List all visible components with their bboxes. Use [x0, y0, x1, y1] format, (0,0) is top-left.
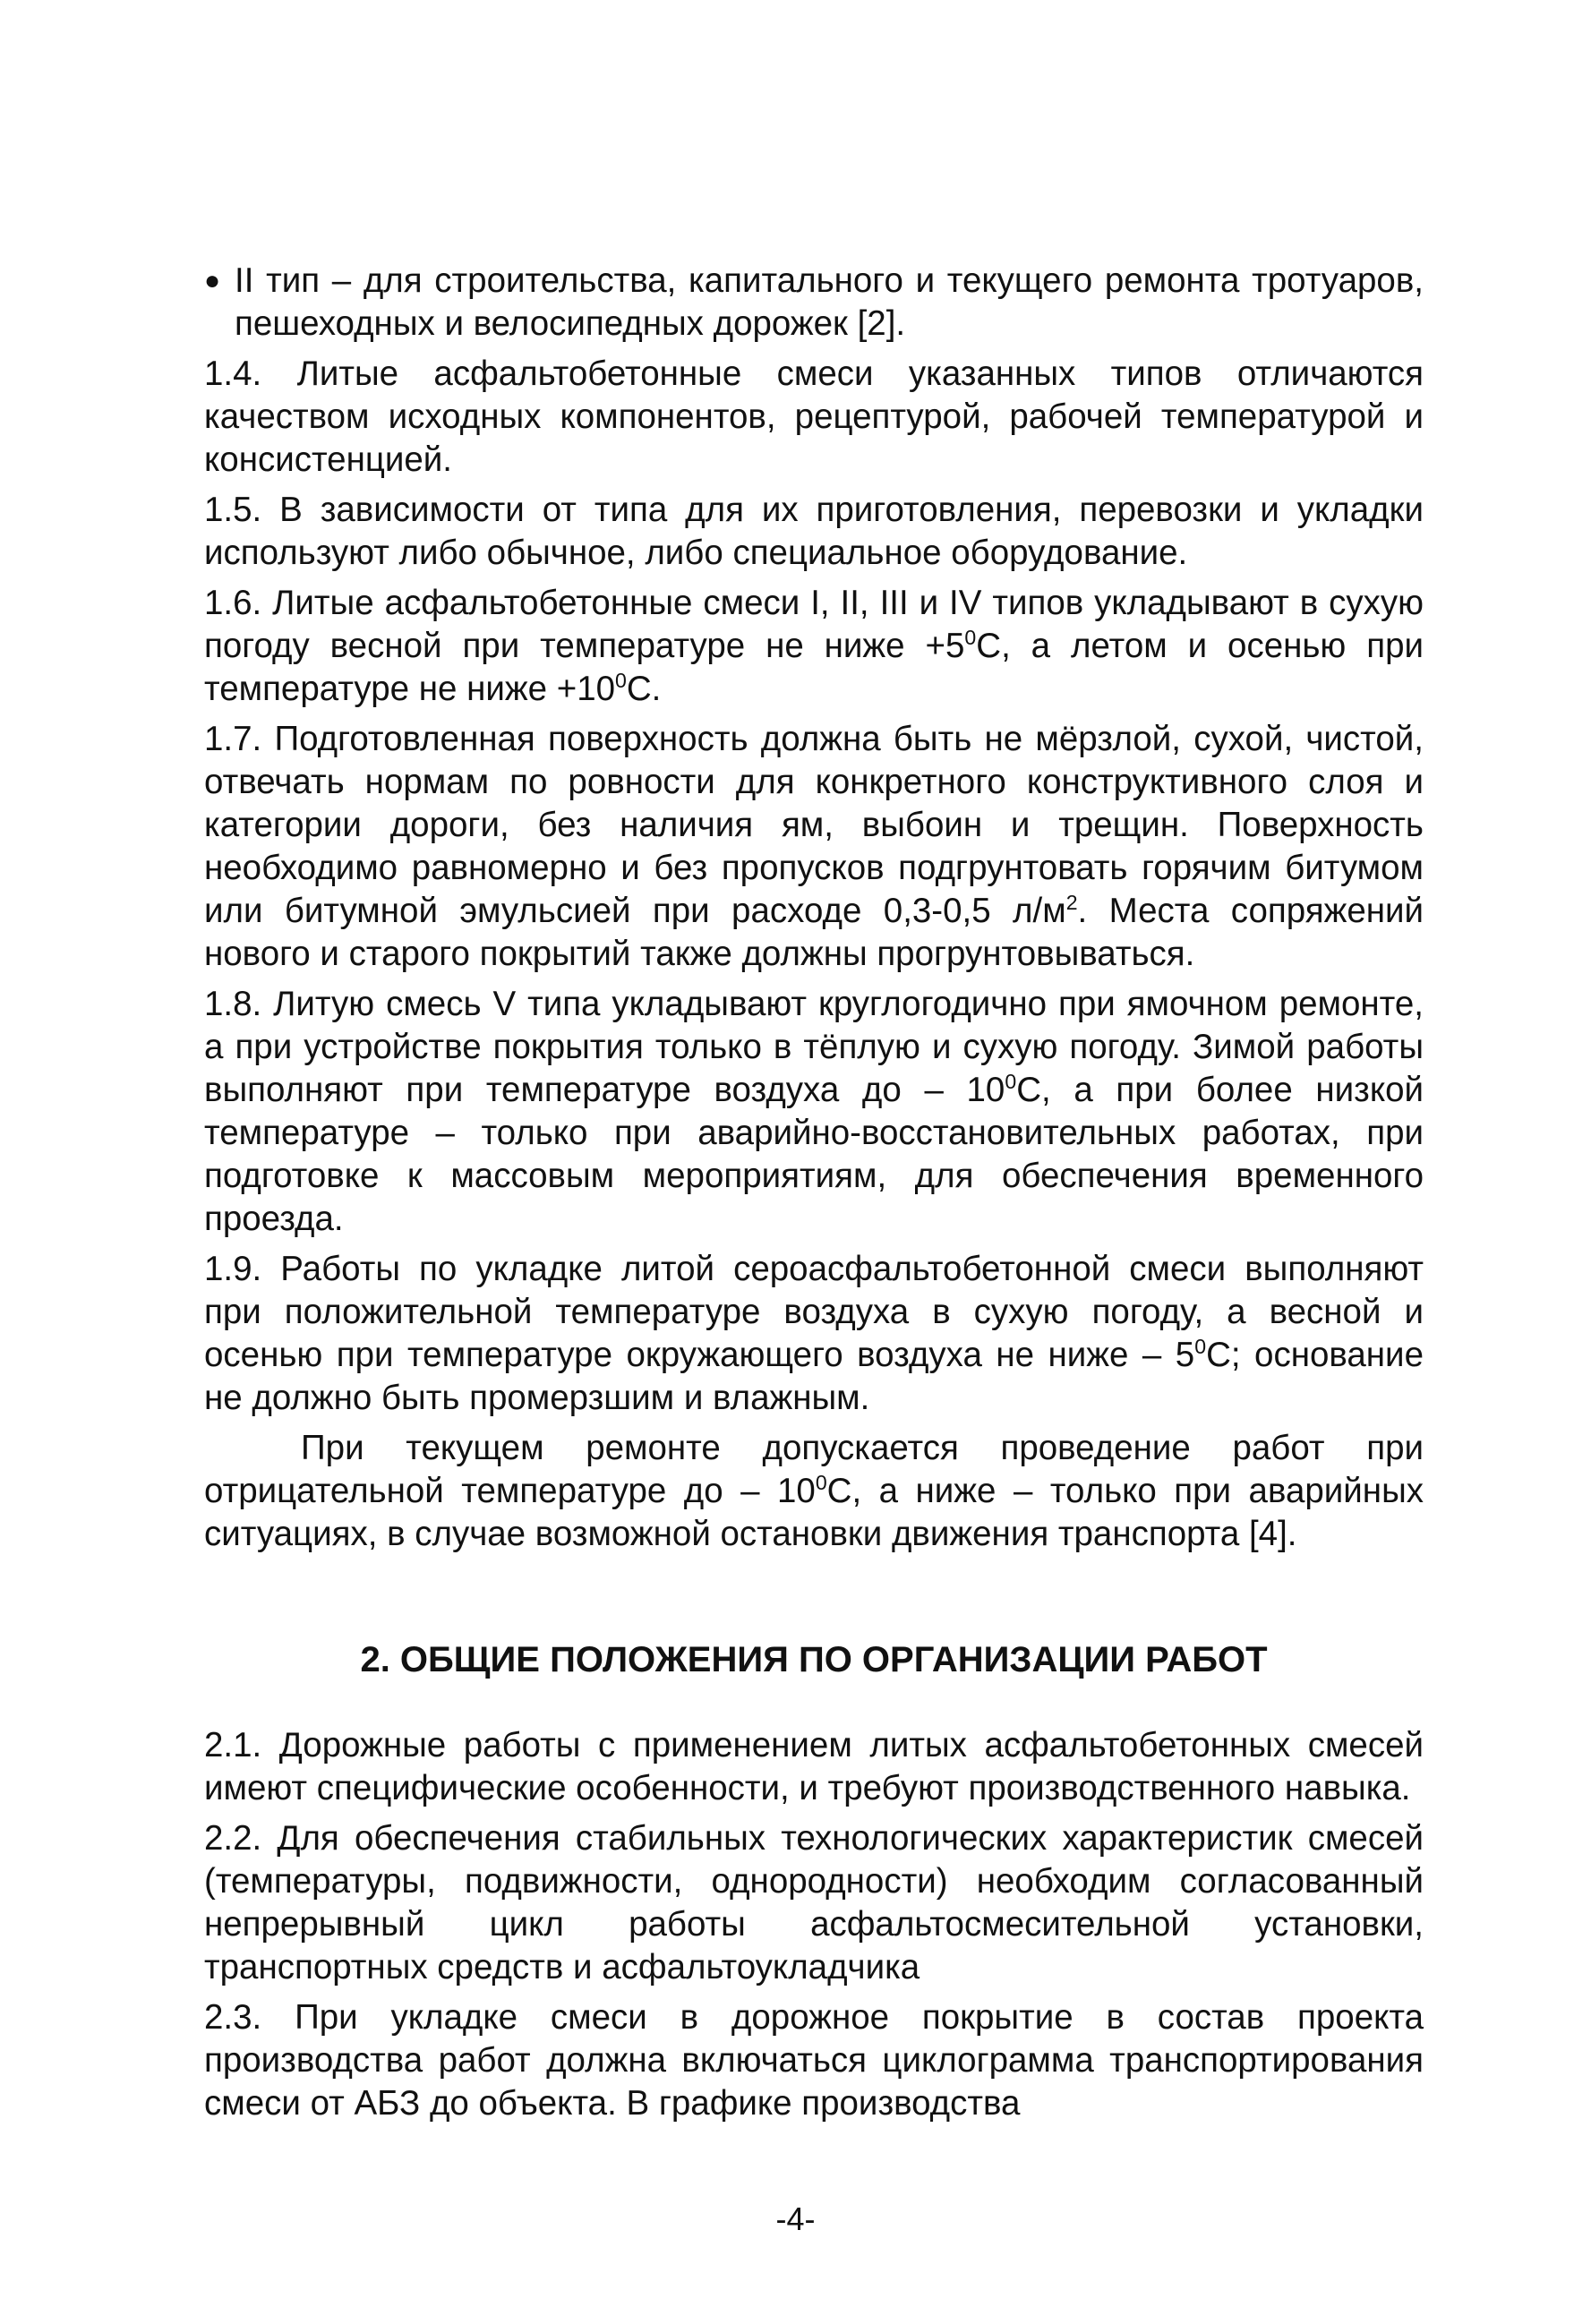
degree-superscript: 0	[615, 669, 627, 693]
paragraph-1-8-part-b: С, а при более низкой температуре – только при аварийно-восстановительных работах, при подготовке к массовым мероприятиям, для обеспечения временного проезда.	[204, 1071, 1424, 1238]
section-heading: 2. ОБЩИЕ ПОЛОЖЕНИЯ ПО ОРГАНИЗАЦИИ РАБОТ	[360, 1640, 1268, 1679]
paragraph-1-4: 1.4. Литые асфальтобетонные смеси указанных типов отличаются качеством исходных компонентов, рецептурой, рабочей температурой и консистенцией.	[204, 355, 1424, 479]
paragraph-1-9-part-a: 1.9. Работы по укладке литой сероасфальтобетонной смеси выполняют при положительной температуре воздуха в сухую погоду, а весной и осенью при температуре окружающего воздуха не ниже – 5	[204, 1250, 1424, 1374]
paragraph-1-6	[204, 582, 1424, 711]
page-number: -4-	[775, 2200, 816, 2237]
paragraph-1-9-cont-part-b: С, а ниже – только при аварийных ситуациях, в случае возможной остановки движения транспорта [4].	[204, 1472, 1424, 1553]
paragraph-1-7-part-a: 1.7. Подготовленная поверхность должна быть не мёрзлой, сухой, чистой, отвечать нормам по ровности для конкретного конструктивного слоя и категории дороги, без наличия ям, выбоин и трещин. Поверхность необходимо равномерно и без пропусков подгрунтовать горячим битумом или битумной эмульсией при расходе 0,3-0,5 л/м	[204, 720, 1424, 930]
paragraph-2-3: 2.3. При укладке смеси в дорожное покрытие в состав проекта производства работ должна включаться циклограмма транспортирования смеси от АБЗ до объекта. В графике производства	[204, 1998, 1424, 2123]
paragraph-1-6-part-c: С.	[626, 670, 662, 708]
paragraph-1-9-cont-part-a: При текущем ремонте допускается проведение работ при отрицательной температуре до – 10	[204, 1429, 1424, 1510]
degree-superscript: 0	[1194, 1335, 1207, 1359]
paragraph-1-9	[204, 1248, 1424, 1420]
bullet-list-item	[204, 260, 1424, 346]
paragraph-2-1: 2.1. Дорожные работы с применением литых асфальтобетонных смесей имеют специфические особенности, и требуют производственного навыка.	[204, 1726, 1424, 1807]
paragraph-1-9-part-b: С; основание не должно быть промерзшим и влажным.	[204, 1336, 1424, 1417]
paragraph-1-6-part-b: С, а летом и осенью при температуре не ниже +10	[204, 627, 1424, 708]
bullet-text: II тип – для строительства, капитального и текущего ремонта тротуаров, пешеходных и велосипедных дорожек [2].	[235, 261, 1424, 343]
paragraph-1-7-part-b: . Места сопряжений нового и старого покрытий также должны прогрунтовываться.	[204, 892, 1424, 973]
paragraph-1-8	[204, 983, 1424, 1241]
paragraph-1-9-continuation	[204, 1427, 1424, 1556]
paragraph-1-5: 1.5. В зависимости от типа для их приготовления, перевозки и укладки используют либо обычное, либо специальное оборудование.	[204, 491, 1424, 572]
paragraph-1-8-part-a: 1.8. Литую смесь V типа укладывают круглогодично при ямочном ремонте, а при устройстве покрытия только в тёплую и сухую погоду. Зимой работы выполняют при температуре воздуха до – 10	[204, 985, 1424, 1109]
paragraph-1-6-part-a: 1.6. Литые асфальтобетонные смеси I, II, III и IV типов укладывают в сухую погоду весной при температуре не ниже +5	[204, 584, 1424, 665]
paragraph-2-2: 2.2. Для обеспечения стабильных технологических характеристик смесей (температуры, подвижности, однородности) необходим согласованный непрерывный цикл работы асфальтосмесительной установки, транспортных средств и асфальтоукладчика	[204, 1819, 1424, 1987]
paragraph-1-7	[204, 718, 1424, 976]
square-superscript: 2	[1065, 891, 1078, 915]
document-body	[204, 260, 1424, 2132]
degree-superscript: 0	[815, 1471, 827, 1495]
degree-superscript: 0	[1005, 1070, 1017, 1094]
bullet-icon: ●	[204, 266, 221, 295]
degree-superscript: 0	[964, 626, 977, 650]
